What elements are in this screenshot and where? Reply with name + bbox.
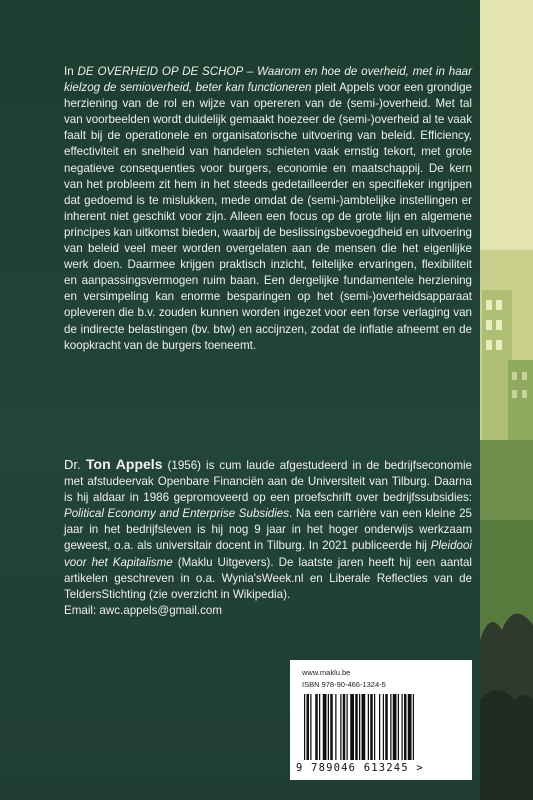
barcode-bar <box>330 694 333 760</box>
bio-text-1: (1956) is cum laude afgestudeerd in de bedrijfseconomie met afstudeervak Openbare Financiën aan de Universiteit van Tilburg. Daarna is hij aldaar in 1986 gepromoveerd op een proefschrift over bedrijfssubsidies: <box>64 459 473 505</box>
author-email: Email: awc.appels@gmail.com <box>64 603 223 617</box>
barcode-bar <box>350 694 354 760</box>
barcode-bar <box>319 694 320 760</box>
author-bio-paragraph <box>64 456 472 603</box>
barcode-bar <box>370 694 373 760</box>
barcode-bar <box>310 694 311 760</box>
barcode-digits: 9 789046 613245 > <box>296 762 424 774</box>
book-title-italic: DE OVERHEID OP DE SCHOP – Waarom en hoe de overheid, met in haar kielzog de semioverheid, beter kan functioneren <box>64 65 472 95</box>
barcode-bar <box>368 694 369 760</box>
publisher-url: www.maklu.be <box>302 668 351 677</box>
book-title-pleidooi: Pleidooi voor het Kapitalisme <box>64 539 472 569</box>
barcode-bar <box>323 694 327 760</box>
description-paragraph <box>64 64 472 354</box>
description-text: pleit Appels voor een grondige herziening van de rol en wijze van opereren van de (semi-)overheid. Met tal van voorbeelden wordt duidelijk gemaakt hoezeer de (semi-)overheid al te vaak faalt bij de operationele en organisatorische uitvoering van beleid. Efficiency, effectiviteit en snelheid van handelen schieten vaak ernstig tekort, met grote negatieve consequenties voor burgers, economie en maatschappij. De kern van het probleem zit hem in het steeds gedetailleerder en specifieker ingrijpen dat gedoemd is te mislukken, mede omdat de (semi-)ambtelijke instellingen er inherent niet geschikt voor zijn. Alleen een focus op de grote lijn en algemene principes kan uitkomst bieden, waarbij de beslissingsbevoegdheid en uitvoering van beleid veel meer worden overgelaten aan de mensen die het eigenlijke werk doen. Daarmee krijgen praktisch inzicht, feitelijke ervaringen, flexibiliteit en aanpassingsvermogen ruim baan. Een dergelijke fundamentele herziening en versimpeling kan enorme besparingen op het (semi-)overheidsapparaat opleveren die b.v. zouden kunnen worden ingezet voor een forse verlaging van de indirecte belastingen (bv. btw) en accijnzen, zodat de inflatie afneemt en de koopkracht van de burgers toeneemt. <box>64 81 472 352</box>
barcode-bar <box>343 694 346 760</box>
barcode-bar <box>413 694 414 760</box>
spine-illustration-strip <box>480 0 533 800</box>
barcode-box <box>290 660 472 780</box>
barcode-bar <box>359 694 360 760</box>
thesis-title: Political Economy and Enterprise Subsidies <box>64 507 290 521</box>
barcode-bar <box>383 694 384 760</box>
barcode-bar <box>307 694 310 760</box>
barcode-bar <box>385 694 388 760</box>
barcode-bar <box>315 694 318 760</box>
barcode-bar <box>402 694 403 760</box>
barcode-bar <box>379 694 380 760</box>
author-title-prefix: Dr. <box>64 457 87 472</box>
barcode-bar <box>328 694 329 760</box>
city-skyline-illustration <box>480 0 533 800</box>
barcode-bar <box>335 694 336 760</box>
barcode-bar <box>340 694 341 760</box>
barcode-bar <box>404 694 407 760</box>
barcode-bar <box>398 694 399 760</box>
barcode-bar <box>347 694 348 760</box>
barcode-bar <box>362 694 366 760</box>
barcode-bar <box>355 694 358 760</box>
author-name: Ton Appels <box>86 456 163 472</box>
back-cover-description <box>64 64 472 354</box>
barcode-bar <box>304 694 305 760</box>
barcode-image <box>302 694 460 760</box>
isbn-label: ISBN 978-90-466-1324-5 <box>302 680 386 689</box>
bio-text-3: (Maklu Uitgevers). De laatste jaren heeft hij een aantal artikelen geschreven in o.a. Wynia'sWeek.nl en Liberale Reflecties van de TeldersStichting (zie overzicht in Wikipedia). <box>64 555 472 601</box>
author-bio <box>64 456 472 619</box>
bio-text-2: . Na een carrière van een kleine 25 jaar in het bedrijfsleven is hij nog 9 jaar in het hoger onderwijs werkzaam geweest, o.a. als universitair docent in Tilburg. In 2021 publiceerde hij <box>64 507 472 553</box>
barcode-bar <box>390 694 391 760</box>
barcode-bar <box>393 694 397 760</box>
description-intro: In <box>64 65 78 78</box>
barcode-bar <box>374 694 375 760</box>
barcode-bar <box>408 694 412 760</box>
